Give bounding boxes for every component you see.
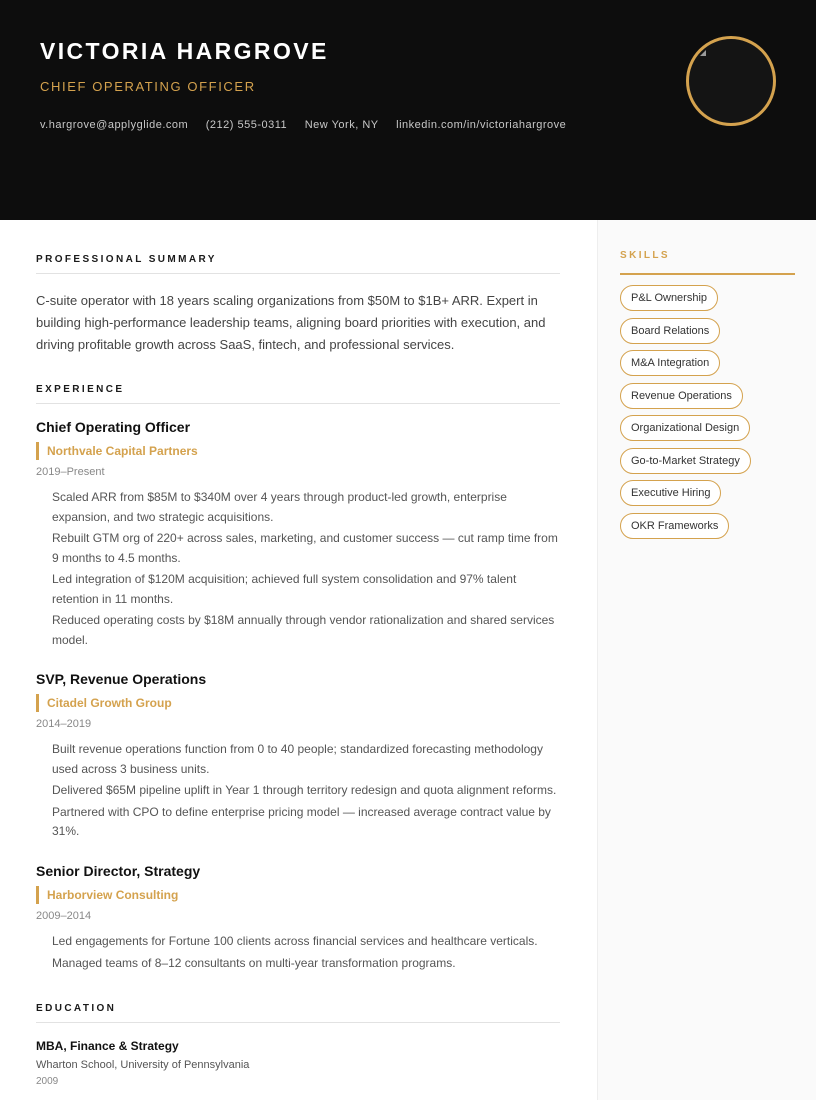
contact-phone: (212) 555-0311 <box>205 119 288 131</box>
profile-photo <box>686 36 776 126</box>
skill-tag: Go-to-Market Strategy <box>620 448 751 474</box>
job-bullet: Reduced operating costs by $18M annually through vendor rationalization and shared services model. <box>52 613 555 647</box>
job-company: Harborview Consulting <box>36 886 560 904</box>
skill-tag: P&L Ownership <box>620 285 718 311</box>
job-company: Citadel Growth Group <box>36 694 560 712</box>
summary-heading: PROFESSIONAL SUMMARY <box>36 254 560 274</box>
job-entry <box>36 671 560 844</box>
job-bullets <box>36 488 560 650</box>
edu-school: Wharton School, University of Pennsylvania <box>36 1059 250 1071</box>
contact-line <box>40 119 580 131</box>
skill-tag: Revenue Operations <box>620 383 743 409</box>
summary-text: C-suite operator with 18 years scaling organizations from $50M to $1B+ ARR. Expert in building high-performance leadership teams, aligning board priorities with execution, and driving profitable growth across SaaS, fintech, and professional services. <box>36 293 546 352</box>
job-bullet: Built revenue operations function from 0 to 40 people; standardized forecasting methodology used across 3 business units. <box>52 742 543 776</box>
edu-degree: MBA, Finance & Strategy <box>36 1039 179 1053</box>
edu-year: 2009 <box>36 1076 59 1087</box>
job-bullet: Scaled ARR from $85M to $340M over 4 years through product-led growth, enterprise expansion, and two strategic acquisitions. <box>52 490 507 524</box>
job-role: Senior Director, Strategy <box>36 863 201 879</box>
job-bullet: Partnered with CPO to define enterprise pricing model — increased average contract value by 31%. <box>52 804 551 838</box>
job-bullet: Rebuilt GTM org of 220+ across sales, marketing, and customer success — cut ramp time from 9 months to 4.5 months. <box>52 531 558 565</box>
job-role: SVP, Revenue Operations <box>36 671 207 687</box>
contact-linkedin[interactable]: linkedin.com/in/victoriahargrove <box>396 119 567 131</box>
job-role: Chief Operating Officer <box>36 419 191 435</box>
job-bullets <box>36 932 560 973</box>
job-dates: 2014–2019 <box>36 718 92 730</box>
skill-tag: M&A Integration <box>620 350 720 376</box>
skills-heading: SKILLS <box>620 250 795 275</box>
contact-location: New York, NY <box>304 119 379 131</box>
candidate-name: VICTORIA HARGROVE <box>40 38 329 64</box>
candidate-title: CHIEF OPERATING OFFICER <box>40 79 256 94</box>
job-bullet: Managed teams of 8–12 consultants on multi-year transformation programs. <box>52 955 456 970</box>
skill-tag: OKR Frameworks <box>620 513 729 539</box>
job-entry <box>36 419 560 652</box>
job-bullet: Delivered $65M pipeline uplift in Year 1 through territory redesign and quota alignment reforms. <box>52 783 557 797</box>
experience-heading: EXPERIENCE <box>36 384 560 404</box>
experience-heading-wrap <box>36 384 560 404</box>
broken-image-icon <box>699 49 707 57</box>
skills-list <box>620 285 795 545</box>
skill-tag: Organizational Design <box>620 415 750 441</box>
job-bullets <box>36 740 560 842</box>
contact-email[interactable]: v.hargrove@applyglide.com <box>40 119 189 131</box>
job-company: Northvale Capital Partners <box>36 442 560 460</box>
job-bullet: Led integration of $120M acquisition; achieved full system consolidation and 97% talent retention in 11 months. <box>52 572 517 606</box>
education-section <box>36 1003 560 1087</box>
job-bullet: Led engagements for Fortune 100 clients across financial services and healthcare verticals. <box>52 934 538 948</box>
education-heading: EDUCATION <box>36 1003 560 1023</box>
job-dates: 2009–2014 <box>36 910 92 922</box>
skill-tag: Executive Hiring <box>620 480 721 506</box>
job-entry <box>36 863 560 975</box>
sidebar <box>597 220 816 1100</box>
summary-section <box>36 254 560 356</box>
skill-tag: Board Relations <box>620 318 720 344</box>
job-dates: 2019–Present <box>36 466 105 478</box>
resume-header <box>0 0 816 220</box>
